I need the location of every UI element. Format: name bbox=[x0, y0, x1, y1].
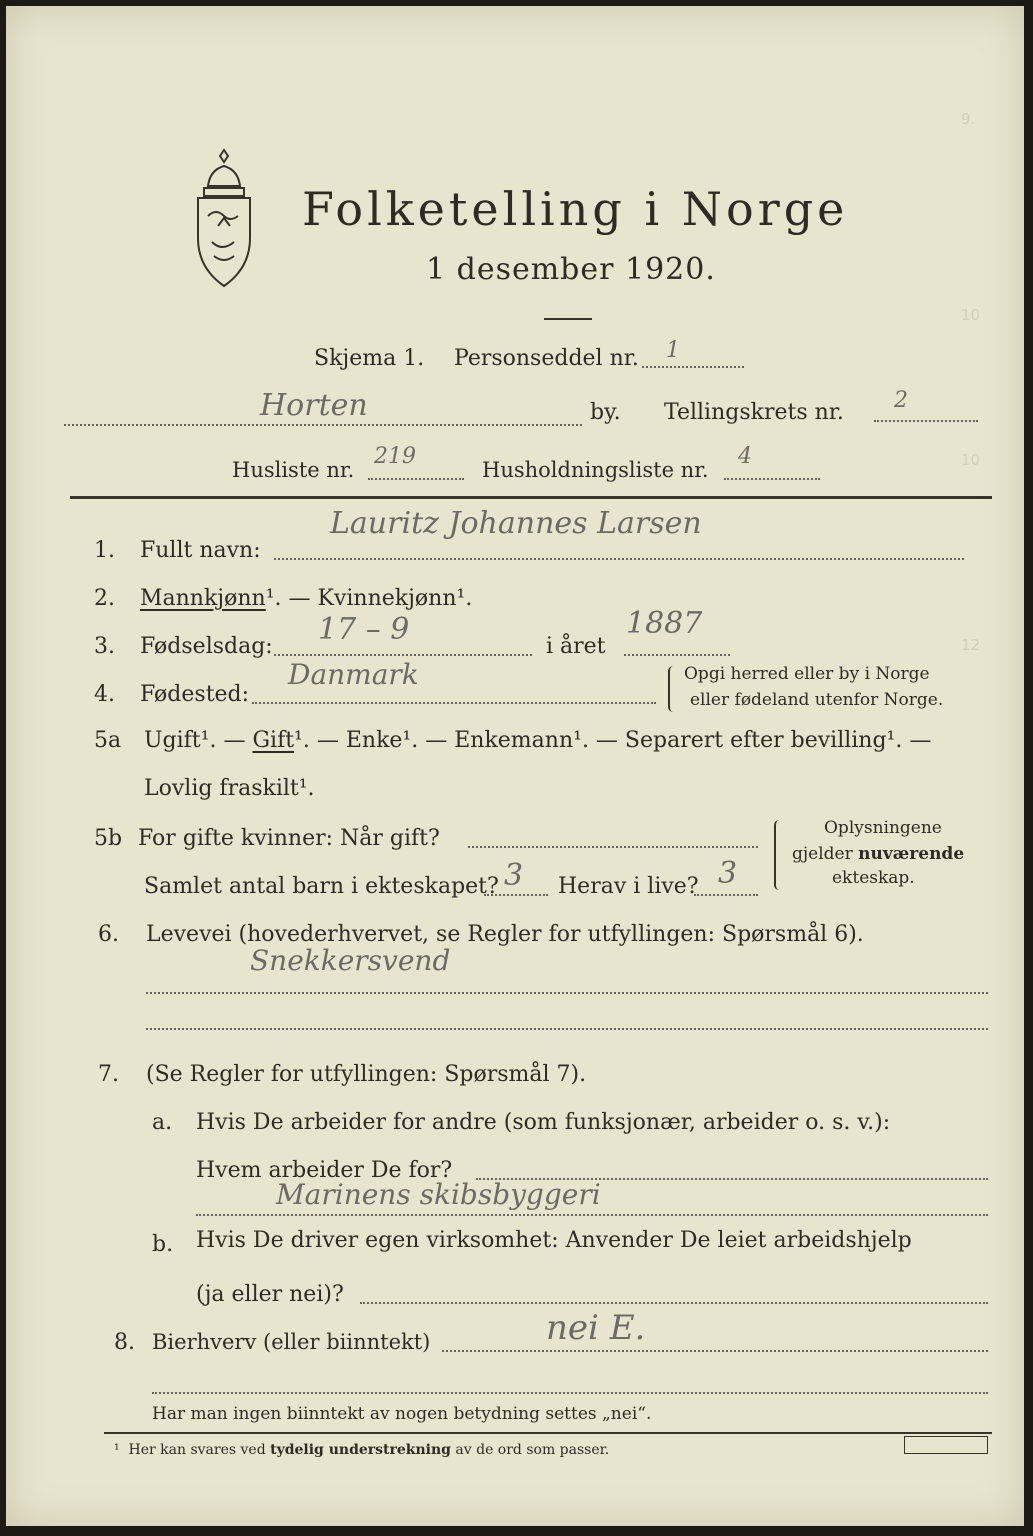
tellingskrets-value[interactable]: 2 bbox=[894, 388, 908, 413]
q4-number: 4. bbox=[94, 682, 115, 707]
bleed-through-mark: 10 bbox=[961, 306, 981, 324]
q3-label: Fødselsdag: bbox=[140, 634, 273, 659]
q7a-label: Hvis De arbeider for andre (som funksjonær, arbeider o. s. v.): bbox=[196, 1110, 891, 1135]
bleed-through-mark: 10 bbox=[961, 451, 981, 469]
q7b-label: Hvis De driver egen virksomhet: Anvender De leiet arbeidshjelp bbox=[196, 1228, 912, 1253]
q4-label: Fødested: bbox=[140, 682, 250, 707]
schema-label: Skjema 1. bbox=[314, 346, 425, 371]
printer-stamp bbox=[904, 1436, 988, 1454]
norway-coat-of-arms-icon bbox=[178, 146, 270, 296]
marital-divorced-option[interactable]: Lovlig fraskilt¹. bbox=[144, 776, 315, 801]
city-value[interactable]: Horten bbox=[260, 388, 368, 423]
q1-number: 1. bbox=[94, 538, 115, 563]
occupation-value[interactable]: Snekkersvend bbox=[250, 944, 451, 977]
q6-number: 6. bbox=[98, 922, 119, 947]
city-suffix: by. bbox=[590, 400, 621, 425]
header-divider bbox=[70, 496, 992, 499]
alive-value[interactable]: 3 bbox=[718, 856, 738, 891]
year-label: i året bbox=[546, 634, 606, 659]
employer-value[interactable]: Marinens skibsbyggeri bbox=[276, 1178, 601, 1211]
bleed-through-mark: 9. bbox=[961, 110, 976, 128]
footer-divider bbox=[104, 1432, 992, 1434]
birth-year-value[interactable]: 1887 bbox=[626, 606, 703, 641]
q5b-note-line1: Oplysningene bbox=[824, 818, 942, 838]
bleed-through-mark: 12 bbox=[961, 636, 981, 654]
side-income-value[interactable]: nei E. bbox=[546, 1308, 646, 1348]
q7a-letter: a. bbox=[152, 1110, 173, 1135]
q8-label: Bierhverv (eller biinntekt) bbox=[152, 1330, 431, 1354]
gender-male-option[interactable]: Mannkjønn bbox=[140, 586, 266, 611]
full-name-value[interactable]: Lauritz Johannes Larsen bbox=[330, 506, 702, 541]
divider bbox=[544, 318, 592, 320]
footnote: ¹ Her kan svares ved tydelig understrekning av de ord som passer. bbox=[114, 1442, 610, 1458]
q8-number: 8. bbox=[114, 1330, 135, 1355]
personseddel-value[interactable]: 1 bbox=[666, 338, 680, 363]
q6-label: Levevei (hovederhvervet, se Regler for utfyllingen: Spørsmål 6). bbox=[146, 922, 864, 947]
form-date: 1 desember 1920. bbox=[426, 252, 716, 287]
q3-number: 3. bbox=[94, 634, 115, 659]
personseddel-label: Personseddel nr. bbox=[454, 346, 639, 371]
husholdningsliste-value[interactable]: 4 bbox=[738, 444, 752, 469]
marital-options: Ugift¹. — Gift¹. — Enke¹. — Enkemann¹. — Separert efter bevilling¹. — bbox=[144, 728, 932, 753]
alive-label: Herav i live? bbox=[558, 874, 699, 899]
q5b-note-line3: ekteskap. bbox=[832, 868, 915, 888]
form-title: Folketelling i Norge bbox=[302, 182, 849, 236]
husliste-value[interactable]: 219 bbox=[374, 444, 416, 469]
marital-married-option[interactable]: Gift bbox=[252, 728, 295, 753]
census-form bbox=[6, 6, 1024, 1526]
q2-number: 2. bbox=[94, 586, 115, 611]
q7-number: 7. bbox=[98, 1062, 119, 1087]
employer-label: Hvem arbeider De for? bbox=[196, 1158, 453, 1183]
q7-label: (Se Regler for utfyllingen: Spørsmål 7). bbox=[146, 1062, 587, 1087]
husliste-label: Husliste nr. bbox=[232, 458, 355, 482]
q5b-label: For gifte kvinner: Når gift? bbox=[138, 826, 440, 851]
birthday-value[interactable]: 17 – 9 bbox=[318, 612, 410, 647]
q7b-letter: b. bbox=[152, 1232, 174, 1257]
children-label: Samlet antal barn i ekteskapet? bbox=[144, 874, 499, 899]
q5b-number: 5b bbox=[94, 826, 123, 851]
q4-note-line2: eller fødeland utenfor Norge. bbox=[690, 690, 944, 710]
gender-options: Mannkjønn¹. — Kvinnekjønn¹. bbox=[140, 586, 473, 611]
birthplace-value[interactable]: Danmark bbox=[288, 658, 419, 691]
tellingskrets-label: Tellingskrets nr. bbox=[664, 400, 844, 425]
q4-note-line1: Opgi herred eller by i Norge bbox=[684, 664, 930, 684]
q8-note: Har man ingen biinntekt av nogen betydning settes „nei“. bbox=[152, 1404, 652, 1424]
q1-label: Fullt navn: bbox=[140, 538, 261, 563]
q5b-note-line2: gjelder nuværende bbox=[792, 844, 965, 864]
q7b-answer-label: (ja eller nei)? bbox=[196, 1282, 344, 1307]
q5a-number: 5a bbox=[94, 728, 122, 753]
husholdningsliste-label: Husholdningsliste nr. bbox=[482, 458, 709, 482]
children-value[interactable]: 3 bbox=[504, 858, 524, 893]
